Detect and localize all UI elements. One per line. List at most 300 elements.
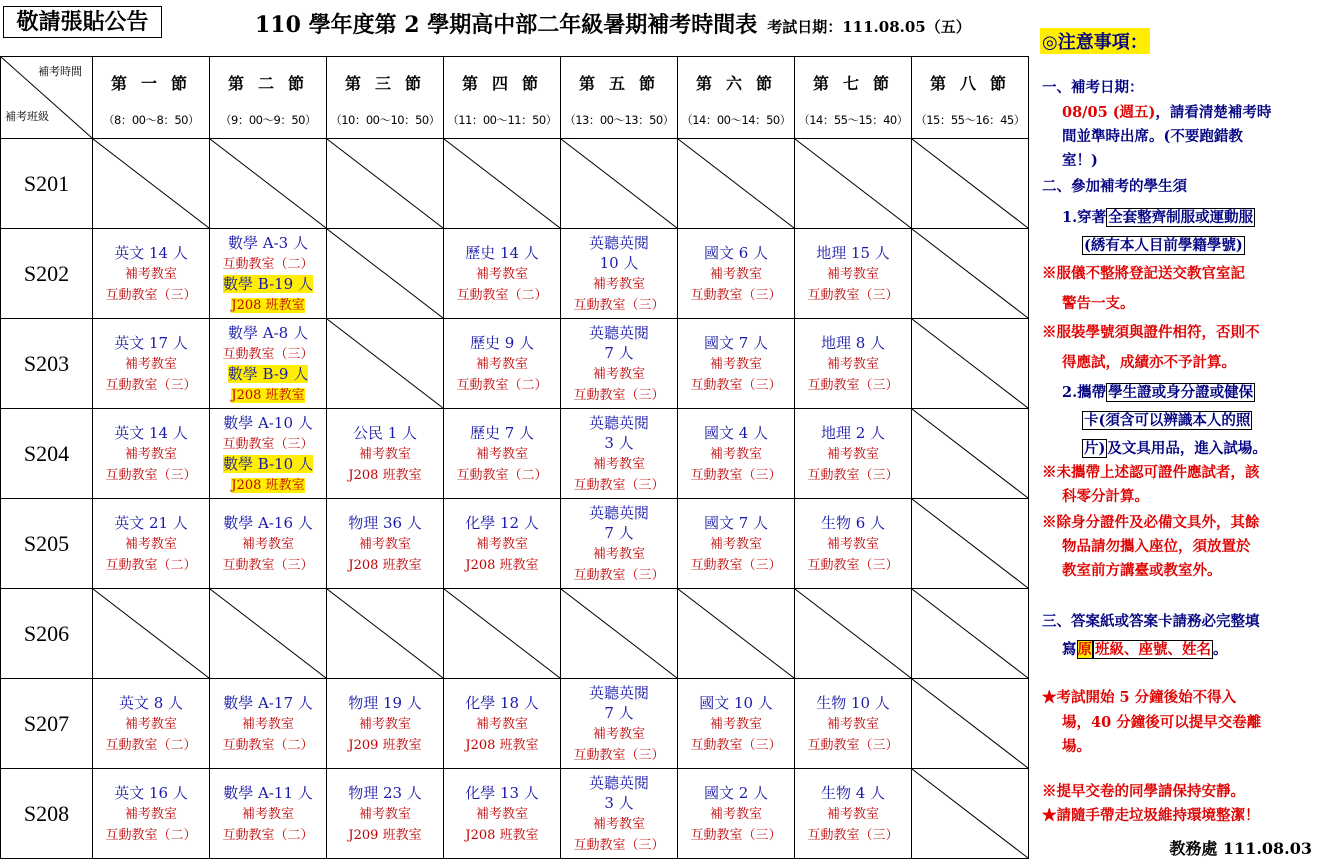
period-time: （14：00～14：50） [681, 113, 791, 127]
subject-count: 7 人 [604, 523, 634, 542]
period-time: （11：00～11：50） [447, 113, 557, 127]
exam-room: 補考教室 [826, 356, 879, 372]
exam-slot-content [93, 513, 209, 575]
empty-slot [795, 589, 912, 679]
subject-count: 英文 16 人 [114, 783, 188, 802]
subject-count: 歷史 9 人 [469, 333, 535, 352]
exam-room: 互動教室（三） [573, 477, 665, 493]
exam-slot-content [327, 513, 443, 575]
note-2-2-id-cards: 學生證或身分證或健保 [1108, 384, 1254, 401]
subject-count: 地理 15 人 [816, 243, 890, 262]
note-2-1-prefix: 1.穿著 [1062, 209, 1107, 226]
exam-room: 補考教室 [592, 816, 645, 832]
exam-room: 互動教室（三） [105, 467, 197, 483]
note-2-1-line-b [1082, 234, 1245, 255]
exam-slot [327, 499, 444, 589]
issuer-footer: 教務處 111.08.03 [1169, 839, 1312, 858]
notice-label: 敬請張貼公告 [3, 6, 162, 38]
exam-room: 互動教室（三） [807, 557, 899, 573]
note-1-text-a: ，請看清楚補考時 [1155, 104, 1272, 121]
empty-slot [210, 139, 327, 229]
exam-slot-content [210, 513, 326, 575]
exam-room: 互動教室（三） [573, 837, 665, 853]
empty-slot-diagonal [678, 589, 794, 678]
exam-room: 補考教室 [124, 716, 177, 732]
exam-room: J208 班教室 [465, 737, 539, 753]
exam-room: 補考教室 [709, 536, 762, 552]
period-name: 第四節 [461, 74, 552, 93]
period-time: （9：00～9：50） [220, 113, 316, 127]
exam-slot-content [210, 783, 326, 845]
subject-count: 生物 4 人 [820, 783, 886, 802]
exam-slot [93, 679, 210, 769]
empty-slot [327, 589, 444, 679]
exam-room: 互動教室（三） [573, 567, 665, 583]
exam-slot-content [93, 333, 209, 395]
exam-room: 互動教室（三） [807, 467, 899, 483]
empty-slot-diagonal [912, 229, 1028, 318]
note-1-date: 08/05 (週五) [1062, 104, 1156, 121]
note-2-2-stationery: 及文具用品，進入試場。 [1107, 440, 1267, 457]
exam-room: J209 班教室 [348, 827, 422, 843]
exam-room: 補考教室 [124, 356, 177, 372]
exam-room: J208 班教室 [348, 467, 422, 483]
corner-class-label: 補考班級 [5, 110, 49, 123]
subject-count: 3 人 [604, 433, 634, 452]
exam-room: 互動教室（三） [573, 387, 665, 403]
empty-slot-diagonal [678, 139, 794, 228]
star-1-c: 場。 [1062, 738, 1091, 755]
class-name: S205 [1, 499, 93, 589]
empty-slot [912, 229, 1029, 319]
subject-count: 化學 18 人 [465, 693, 539, 712]
exam-slot [444, 409, 561, 499]
exam-room: 補考教室 [358, 716, 411, 732]
subject-count: 7 人 [604, 343, 634, 362]
empty-slot [444, 139, 561, 229]
empty-slot [327, 139, 444, 229]
empty-slot [795, 139, 912, 229]
exam-room: 補考教室 [358, 446, 411, 462]
empty-slot [912, 499, 1029, 589]
exam-room: 互動教室（三） [105, 287, 197, 303]
empty-slot [444, 589, 561, 679]
empty-slot [912, 319, 1029, 409]
exam-slot [561, 319, 678, 409]
subject-count: 化學 13 人 [465, 783, 539, 802]
subject-count: 公民 1 人 [352, 423, 418, 442]
exam-room: 互動教室（三） [690, 827, 782, 843]
exam-room: 互動教室（三） [690, 377, 782, 393]
note-2-2-line-a [1062, 381, 1255, 402]
exam-room: 互動教室（二） [105, 827, 197, 843]
exam-slot-content [678, 513, 794, 575]
exam-slot-content [678, 783, 794, 845]
warning-2-b: 得應試，成績亦不予計算。 [1062, 354, 1236, 371]
exam-room: J208 班教室 [465, 827, 539, 843]
exam-slot-content [444, 423, 560, 485]
exam-room: 互動教室（二） [105, 557, 197, 573]
subject-count: 英聽英閱 [588, 683, 649, 702]
exam-room: J208 班教室 [348, 557, 422, 573]
exam-room: 互動教室（三） [222, 346, 314, 362]
empty-slot-diagonal [444, 139, 560, 228]
exam-slot-content [327, 693, 443, 755]
exam-room: 互動教室（二） [105, 737, 197, 753]
note-2-2-line-b [1082, 409, 1252, 430]
subject-count: 化學 12 人 [465, 513, 539, 532]
corner-cell [1, 57, 93, 139]
class-name: S201 [1, 139, 93, 229]
empty-slot-diagonal [93, 139, 209, 228]
exam-slot-content [444, 243, 560, 305]
empty-slot [912, 679, 1029, 769]
class-name: S202 [1, 229, 93, 319]
exam-slot-content [93, 783, 209, 845]
exam-slot-content [210, 323, 326, 405]
note-3-original: 原 [1077, 641, 1092, 658]
period-header [444, 57, 561, 139]
subject-count: 歷史 14 人 [465, 243, 539, 262]
exam-slot-content [678, 693, 794, 755]
warning-4-c: 教室前方講臺或教室外。 [1062, 562, 1222, 579]
exam-room: 互動教室（二） [456, 377, 548, 393]
subject-count: 國文 6 人 [703, 243, 769, 262]
exam-slot-content [795, 423, 911, 485]
subject-count: 數學 A-16 人 [223, 513, 313, 532]
period-time: （13：00～13：50） [564, 113, 674, 127]
warning-2-a: ※服裝學號須與證件相符，否則不 [1042, 324, 1260, 341]
exam-room: 互動教室（三） [807, 287, 899, 303]
period-name: 第一節 [110, 74, 201, 93]
class-name: S208 [1, 769, 93, 859]
class-row [1, 589, 1029, 679]
subject-count: 英聽英閱 [588, 503, 649, 522]
subject-count: 英文 21 人 [114, 513, 188, 532]
period-header [912, 57, 1029, 139]
exam-slot [561, 769, 678, 859]
exam-room: 補考教室 [826, 716, 879, 732]
note-3-write: 寫 [1062, 641, 1077, 658]
exam-room: 補考教室 [826, 536, 879, 552]
exam-slot-content [444, 513, 560, 575]
exam-room: 補考教室 [124, 536, 177, 552]
exam-room: 補考教室 [475, 806, 528, 822]
exam-slot [327, 769, 444, 859]
exam-slot [795, 409, 912, 499]
exam-room: 補考教室 [124, 806, 177, 822]
title-text: 110 學年度第 2 學期高中部二年級暑期補考時間表 [255, 12, 758, 38]
exam-slot-content [561, 683, 677, 765]
exam-slot-content [561, 773, 677, 855]
subject-count: 國文 2 人 [703, 783, 769, 802]
empty-slot-diagonal [210, 589, 326, 678]
exam-slot [93, 229, 210, 319]
exam-room: 互動教室（三） [222, 557, 314, 573]
exam-slot-content [795, 783, 911, 845]
exam-room: 補考教室 [475, 356, 528, 372]
exam-slot-content [678, 423, 794, 485]
class-name: S206 [1, 589, 93, 679]
exam-slot [210, 319, 327, 409]
subject-count: 英文 14 人 [114, 423, 188, 442]
empty-slot [93, 139, 210, 229]
exam-room: 補考教室 [592, 276, 645, 292]
exam-slot [93, 409, 210, 499]
exam-room: 補考教室 [592, 546, 645, 562]
note-1-line-b: 間並準時出席。(不要跑錯教 [1062, 128, 1243, 145]
empty-slot-diagonal [561, 139, 677, 228]
subject-count: 國文 10 人 [699, 693, 773, 712]
empty-slot-diagonal [912, 499, 1028, 588]
class-row [1, 229, 1029, 319]
note-2-2-photo: 卡(須含可以辨識本人的照 [1084, 412, 1251, 429]
class-row [1, 769, 1029, 859]
warning-1-b: 警告一支。 [1062, 295, 1135, 312]
empty-slot-diagonal [561, 589, 677, 678]
exam-slot-content [678, 243, 794, 305]
exam-slot-content [444, 333, 560, 395]
exam-slot-content [678, 333, 794, 395]
exam-slot [678, 679, 795, 769]
period-header [561, 57, 678, 139]
exam-room: 互動教室（二） [222, 256, 314, 272]
empty-slot-diagonal [912, 319, 1028, 408]
empty-slot [678, 139, 795, 229]
period-name: 第二節 [227, 74, 318, 93]
exam-slot-content [795, 513, 911, 575]
empty-slot [327, 229, 444, 319]
exam-room: 補考教室 [709, 806, 762, 822]
empty-slot-diagonal [93, 589, 209, 678]
note-2-1-id: (綉有本人目前學籍學號) [1084, 237, 1243, 254]
subject-count: 英文 8 人 [118, 693, 184, 712]
subject-count: 歷史 7 人 [469, 423, 535, 442]
empty-slot-diagonal [327, 139, 443, 228]
exam-room: 互動教室（三） [222, 436, 314, 452]
period-header [795, 57, 912, 139]
exam-slot-content [444, 693, 560, 755]
exam-room: 互動教室（三） [105, 377, 197, 393]
note-3-b [1062, 638, 1228, 659]
exam-slot [210, 769, 327, 859]
header-row [1, 57, 1029, 139]
empty-slot [327, 319, 444, 409]
exam-slot [678, 229, 795, 319]
subject-count: 國文 7 人 [703, 333, 769, 352]
exam-room: J208 班教室 [231, 477, 305, 493]
star-1-a: ★考試開始 5 分鐘後始不得入 [1042, 689, 1237, 706]
exam-room: 補考教室 [358, 536, 411, 552]
exam-slot-content [795, 333, 911, 395]
exam-room: J208 班教室 [231, 297, 305, 313]
subject-count: 數學 B-10 人 [223, 454, 313, 473]
note-1-line-a [1062, 101, 1271, 122]
exam-room: J209 班教室 [348, 737, 422, 753]
note-2-1-line-a [1062, 206, 1255, 227]
exam-room: 補考教室 [124, 266, 177, 282]
exam-room: 互動教室（二） [222, 737, 314, 753]
note-1-line-c: 室！) [1062, 152, 1098, 169]
exam-slot [561, 409, 678, 499]
empty-slot-diagonal [327, 319, 443, 408]
period-header [93, 57, 210, 139]
exam-room: 補考教室 [709, 356, 762, 372]
exam-slot [327, 409, 444, 499]
note-3-fields: 班級、座號、姓名 [1095, 641, 1211, 658]
exam-room: 互動教室（三） [690, 467, 782, 483]
exam-slot [678, 409, 795, 499]
subject-count: 物理 23 人 [348, 783, 422, 802]
class-row [1, 319, 1029, 409]
note-2-1-uniform: 全套整齊制服或運動服 [1108, 209, 1254, 226]
star-1-b: 場，40 分鐘後可以提早交卷離 [1062, 714, 1262, 731]
exam-slot [210, 229, 327, 319]
class-row [1, 409, 1029, 499]
exam-room: 補考教室 [124, 446, 177, 462]
exam-room: 補考教室 [826, 446, 879, 462]
period-header [327, 57, 444, 139]
notes-title: ◎注意事項： [1040, 28, 1150, 54]
exam-room: 互動教室（三） [690, 737, 782, 753]
exam-slot [561, 499, 678, 589]
period-name: 第三節 [344, 74, 435, 93]
exam-room: 補考教室 [592, 456, 645, 472]
exam-slot-content [561, 323, 677, 405]
exam-slot [678, 769, 795, 859]
subject-count: 數學 A-17 人 [223, 693, 313, 712]
subject-count: 英文 14 人 [114, 243, 188, 262]
empty-slot [93, 589, 210, 679]
subject-count: 7 人 [604, 703, 634, 722]
class-name: S204 [1, 409, 93, 499]
subject-count: 國文 4 人 [703, 423, 769, 442]
exam-room: 補考教室 [358, 806, 411, 822]
subject-count: 英聽英閱 [588, 413, 649, 432]
exam-slot [444, 499, 561, 589]
note-2-2-prefix: 2.攜帶 [1062, 384, 1107, 401]
schedule-table [0, 56, 1029, 859]
period-name: 第七節 [812, 74, 903, 93]
exam-room: 互動教室（三） [690, 287, 782, 303]
exam-slot-content [327, 783, 443, 845]
subject-count: 數學 B-9 人 [227, 364, 309, 383]
exam-room: 互動教室（二） [456, 467, 548, 483]
exam-slot-content [795, 693, 911, 755]
empty-slot [210, 589, 327, 679]
exam-room: 補考教室 [592, 366, 645, 382]
empty-slot-diagonal [912, 769, 1028, 858]
subject-count: 數學 A-8 人 [228, 323, 308, 342]
exam-room: 補考教室 [475, 536, 528, 552]
warning-4-a: ※除身分證件及必備文具外，其餘 [1042, 514, 1260, 531]
subject-count: 數學 A-11 人 [223, 783, 313, 802]
exam-slot-content [561, 233, 677, 315]
exam-room: 互動教室（三） [807, 827, 899, 843]
empty-slot-diagonal [327, 229, 443, 318]
subject-count: 10 人 [599, 253, 639, 272]
note-2-2-photo-end: 片) [1084, 440, 1106, 457]
subject-count: 物理 19 人 [348, 693, 422, 712]
period-name: 第五節 [578, 74, 669, 93]
empty-slot [912, 589, 1029, 679]
exam-room: 補考教室 [241, 716, 294, 732]
exam-slot [210, 409, 327, 499]
period-name: 第八節 [929, 74, 1020, 93]
exam-slot [93, 499, 210, 589]
empty-slot [912, 139, 1029, 229]
subject-count: 地理 2 人 [820, 423, 886, 442]
exam-room: 互動教室（二） [222, 827, 314, 843]
empty-slot [912, 409, 1029, 499]
exam-room: 補考教室 [592, 726, 645, 742]
class-name: S207 [1, 679, 93, 769]
note-2-2-line-c [1082, 437, 1267, 458]
class-row [1, 679, 1029, 769]
empty-slot-diagonal [444, 589, 560, 678]
corner-time-label: 補考時間 [38, 65, 82, 78]
empty-slot [561, 589, 678, 679]
exam-slot-content [210, 233, 326, 315]
subject-count: 英聽英閱 [588, 773, 649, 792]
empty-slot-diagonal [795, 589, 911, 678]
period-time: （8：00～8：50） [103, 113, 199, 127]
note-3-period: 。 [1213, 641, 1228, 658]
exam-slot [444, 229, 561, 319]
exam-slot [444, 319, 561, 409]
empty-slot-diagonal [912, 589, 1028, 678]
class-row [1, 499, 1029, 589]
empty-slot-diagonal [327, 589, 443, 678]
period-header [210, 57, 327, 139]
period-time: （15：55～16：45） [915, 113, 1025, 127]
exam-slot-content [93, 243, 209, 305]
warning-1-a: ※服儀不整將登記送交教官室記 [1042, 265, 1245, 282]
exam-date: 考試日期：111.08.05（五） [767, 18, 971, 36]
exam-slot [93, 319, 210, 409]
page-title [255, 8, 971, 39]
empty-slot [678, 589, 795, 679]
exam-slot [327, 679, 444, 769]
note-2-head: 二、參加補考的學生須 [1042, 178, 1187, 195]
exam-slot [678, 319, 795, 409]
exam-room: 補考教室 [826, 806, 879, 822]
period-time: （14：55～15：40） [798, 113, 908, 127]
class-name: S203 [1, 319, 93, 409]
exam-slot-content [93, 423, 209, 485]
exam-room: 互動教室（三） [573, 297, 665, 313]
note-1-head: 一、補考日期： [1042, 79, 1144, 96]
exam-slot-content [210, 413, 326, 495]
star-2: ★請隨手帶走垃圾維持環境整潔！ [1042, 807, 1260, 824]
subject-count: 數學 A-10 人 [223, 413, 313, 432]
class-row [1, 139, 1029, 229]
empty-slot [561, 139, 678, 229]
empty-slot-diagonal [912, 679, 1028, 768]
warning-5: ※提早交卷的同學請保持安靜。 [1042, 783, 1245, 800]
exam-room: 補考教室 [709, 446, 762, 462]
exam-slot-content [561, 413, 677, 495]
exam-slot [561, 229, 678, 319]
exam-slot [795, 499, 912, 589]
exam-slot [93, 769, 210, 859]
warning-3-b: 科零分計算。 [1062, 488, 1149, 505]
subject-count: 地理 8 人 [820, 333, 886, 352]
exam-slot [561, 679, 678, 769]
subject-count: 數學 B-19 人 [223, 274, 313, 293]
subject-count: 3 人 [604, 793, 634, 812]
empty-slot-diagonal [210, 139, 326, 228]
